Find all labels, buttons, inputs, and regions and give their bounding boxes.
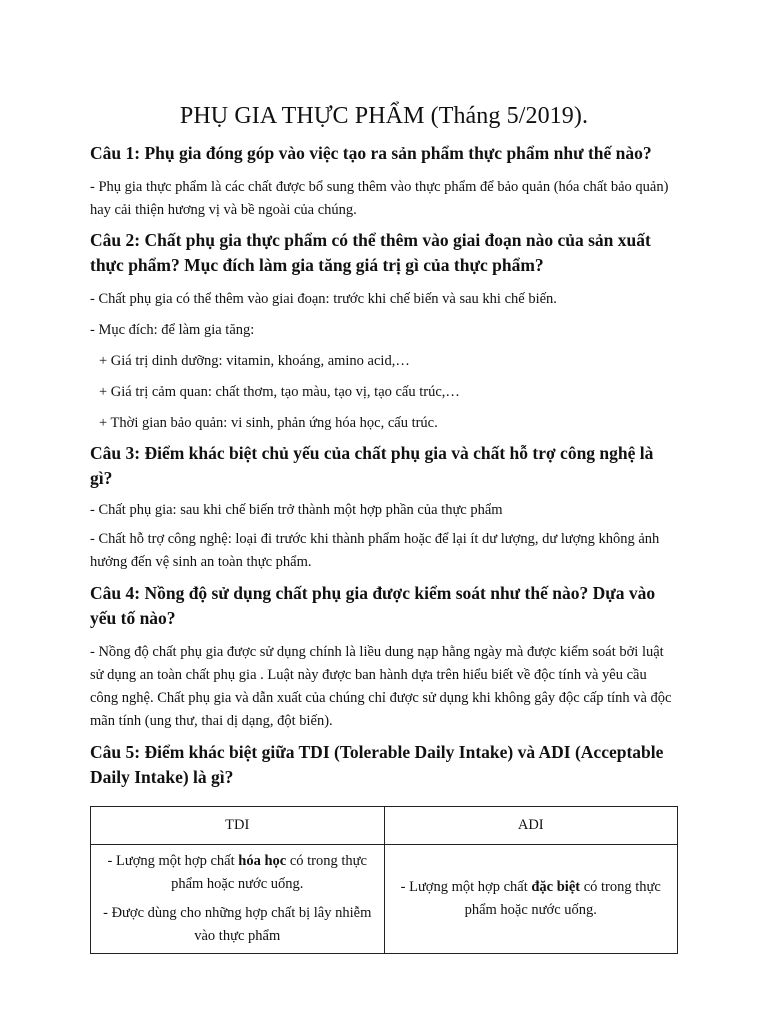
tdi-definition-bold: hóa học xyxy=(238,853,287,869)
answer-4: - Nồng độ chất phụ gia được sử dụng chính là liều dung nạp hằng ngày mà được kiểm soát bởi luật sử dụng an toàn chất phụ gia . Luật này được ban hành dựa trên hiểu biết về độc tính và yêu cầu công nghệ. Chất phụ gia và dẫn xuất của chúng chỉ được sử dụng khi không gây độc cấp tính và độc mãn tính (ung thư, thai dị dạng, đột biến). xyxy=(90,644,672,729)
question-2: Câu 2: Chất phụ gia thực phẩm có thể thêm vào giai đoạn nào của sản xuất thực phẩm? Mục đích làm gia tăng giá trị gì của thực phẩm? xyxy=(90,230,651,275)
adi-definition-pre: - Lượng một hợp chất xyxy=(400,879,532,895)
tdi-usage: - Được dùng cho những hợp chất bị lây nhiễm vào thực phẩm xyxy=(103,905,372,944)
table-row xyxy=(91,845,678,954)
table-header-tdi: TDI xyxy=(91,807,385,845)
tdi-definition-post: có trong thực phẩm hoặc nước uống. xyxy=(171,853,367,892)
document-title: PHỤ GIA THỰC PHẨM (Tháng 5/2019). xyxy=(179,103,589,129)
answer-3-processing-aid: - Chất hỗ trợ công nghệ: loại đi trước khi thành phẩm hoặc để lại ít dư lượng, dư lượng không ảnh hưởng đến vệ sinh an toàn thực phẩm. xyxy=(90,531,660,570)
question-5: Câu 5: Điểm khác biệt giữa TDI (Tolerable Daily Intake) và ADI (Acceptable Daily Intake) là gì? xyxy=(90,742,664,787)
adi-definition-post: có trong thực phẩm hoặc nước uống. xyxy=(464,879,661,918)
answer-2-stage: - Chất phụ gia có thể thêm vào giai đoạn: trước khi chế biến và sau khi chế biến. xyxy=(90,291,557,307)
answer-2-item-sensory: + Giá trị cảm quan: chất thơm, tạo màu, tạo vị, tạo cấu trúc,… xyxy=(99,384,460,400)
question-3: Câu 3: Điểm khác biệt chủ yếu của chất phụ gia và chất hỗ trợ công nghệ là gì? xyxy=(90,443,654,488)
tdi-definition xyxy=(103,850,372,896)
table-header-row xyxy=(91,807,678,845)
table-cell-adi xyxy=(384,845,678,954)
answer-3-additive: - Chất phụ gia: sau khi chế biến trở thành một hợp phần của thực phẩm xyxy=(90,502,503,518)
answer-2-item-shelf-life: + Thời gian bảo quản: vi sinh, phản ứng hóa học, cấu trúc. xyxy=(99,415,438,431)
question-4: Câu 4: Nồng độ sử dụng chất phụ gia được kiểm soát như thế nào? Dựa vào yếu tố nào? xyxy=(90,583,656,628)
table-cell-tdi xyxy=(91,845,385,954)
adi-definition-bold: đặc biệt xyxy=(531,879,581,895)
tdi-adi-table xyxy=(90,806,678,954)
tdi-definition-pre: - Lượng một hợp chất xyxy=(107,853,239,869)
adi-definition xyxy=(397,876,666,922)
answer-1: - Phụ gia thực phẩm là các chất được bổ sung thêm vào thực phẩm để bảo quản (hóa chất bảo quản) hay cải thiện hương vị và bề ngoài của chúng. xyxy=(90,179,669,218)
answer-2-item-nutrition: + Giá trị dinh dưỡng: vitamin, khoáng, amino acid,… xyxy=(99,353,410,369)
question-1: Câu 1: Phụ gia đóng góp vào việc tạo ra sản phẩm thực phẩm như thế nào? xyxy=(90,143,652,163)
table-header-adi: ADI xyxy=(384,807,678,845)
answer-2-purpose: - Mục đích: để làm gia tăng: xyxy=(90,322,255,338)
